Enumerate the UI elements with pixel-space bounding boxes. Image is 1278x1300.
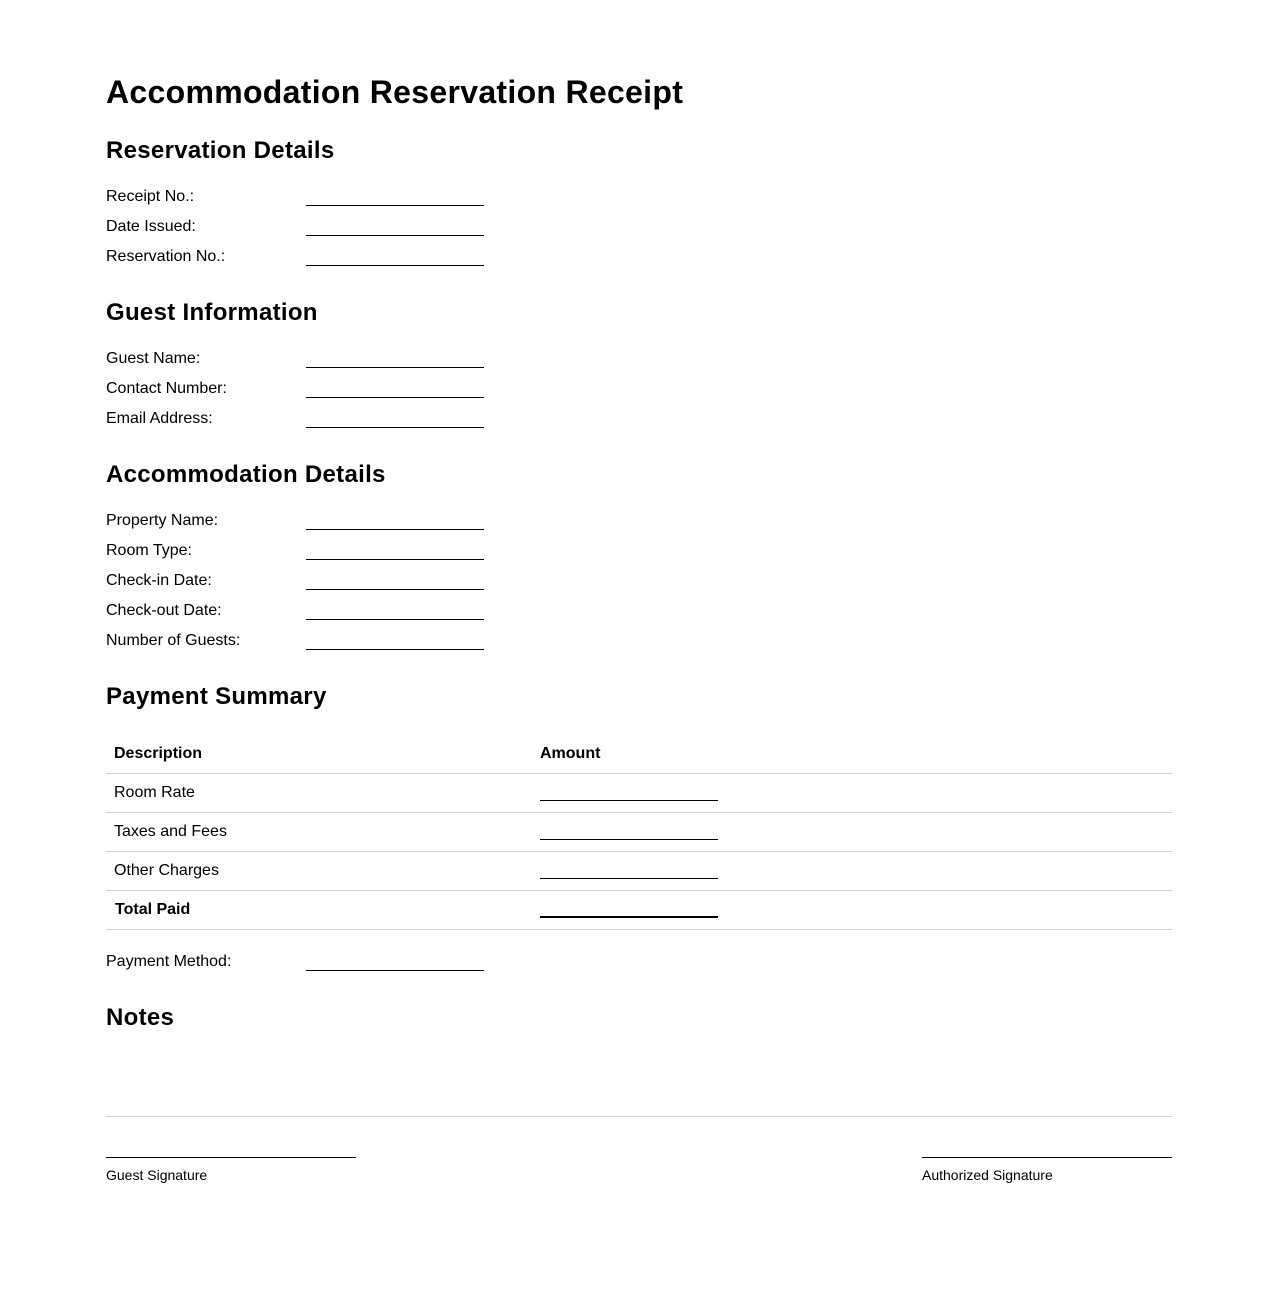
payment-method-field <box>106 951 506 973</box>
field-label: Check-out Date: <box>106 602 222 619</box>
guest-signature-block <box>106 1157 356 1183</box>
check-out-date-blank[interactable] <box>306 619 484 620</box>
other-charges-amount-blank[interactable] <box>540 878 718 879</box>
field-label: Reservation No.: <box>106 248 226 265</box>
receipt-number-blank[interactable] <box>306 205 484 206</box>
total-paid-label: Total Paid <box>115 901 191 918</box>
document-title: Accommodation Reservation Receipt <box>106 74 684 110</box>
notes-divider <box>106 1116 1172 1117</box>
notes-heading: Notes <box>106 1004 175 1031</box>
check-in-date-field <box>106 570 506 592</box>
row-description: Room Rate <box>114 784 195 801</box>
email-address-blank[interactable] <box>306 427 484 428</box>
guest-signature-line[interactable] <box>106 1157 356 1158</box>
taxes-fees-amount-blank[interactable] <box>540 839 718 840</box>
description-column-header: Description <box>114 745 203 762</box>
table-row <box>106 813 1172 852</box>
field-label: Email Address: <box>106 410 213 427</box>
field-label: Check-in Date: <box>106 572 212 589</box>
number-of-guests-field <box>106 630 506 652</box>
total-paid-amount-blank[interactable] <box>540 916 718 918</box>
guest-name-blank[interactable] <box>306 367 484 368</box>
payment-table-header <box>106 734 1172 774</box>
row-description: Taxes and Fees <box>114 823 227 840</box>
date-issued-field <box>106 216 506 238</box>
receipt-number-field <box>106 186 506 208</box>
payment-summary-heading: Payment Summary <box>106 683 327 710</box>
property-name-blank[interactable] <box>306 529 484 530</box>
reservation-details-heading: Reservation Details <box>106 137 335 164</box>
check-in-date-blank[interactable] <box>306 589 484 590</box>
authorized-signature-label: Authorized Signature <box>922 1167 1053 1183</box>
email-address-field <box>106 408 506 430</box>
reservation-number-field <box>106 246 506 268</box>
property-name-field <box>106 510 506 532</box>
contact-number-blank[interactable] <box>306 397 484 398</box>
notes-area[interactable] <box>106 1044 1172 1104</box>
table-row <box>106 774 1172 813</box>
field-label: Payment Method: <box>106 953 232 970</box>
guest-signature-label: Guest Signature <box>106 1167 208 1183</box>
table-row <box>106 852 1172 891</box>
field-label: Date Issued: <box>106 218 196 235</box>
guest-name-field <box>106 348 506 370</box>
row-description: Other Charges <box>114 862 219 879</box>
field-label: Property Name: <box>106 512 219 529</box>
authorized-signature-block <box>922 1157 1172 1183</box>
room-type-blank[interactable] <box>306 559 484 560</box>
guest-information-heading: Guest Information <box>106 299 318 326</box>
field-label: Number of Guests: <box>106 632 241 649</box>
contact-number-field <box>106 378 506 400</box>
accommodation-details-heading: Accommodation Details <box>106 461 386 488</box>
payment-method-blank[interactable] <box>306 970 484 971</box>
amount-column-header: Amount <box>540 745 601 762</box>
check-out-date-field <box>106 600 506 622</box>
date-issued-blank[interactable] <box>306 235 484 236</box>
field-label: Guest Name: <box>106 350 201 367</box>
number-of-guests-blank[interactable] <box>306 649 484 650</box>
field-label: Receipt No.: <box>106 188 195 205</box>
field-label: Contact Number: <box>106 380 227 397</box>
total-row <box>106 891 1172 930</box>
field-label: Room Type: <box>106 542 192 559</box>
reservation-number-blank[interactable] <box>306 265 484 266</box>
room-type-field <box>106 540 506 562</box>
authorized-signature-line[interactable] <box>922 1157 1172 1158</box>
room-rate-amount-blank[interactable] <box>540 800 718 801</box>
